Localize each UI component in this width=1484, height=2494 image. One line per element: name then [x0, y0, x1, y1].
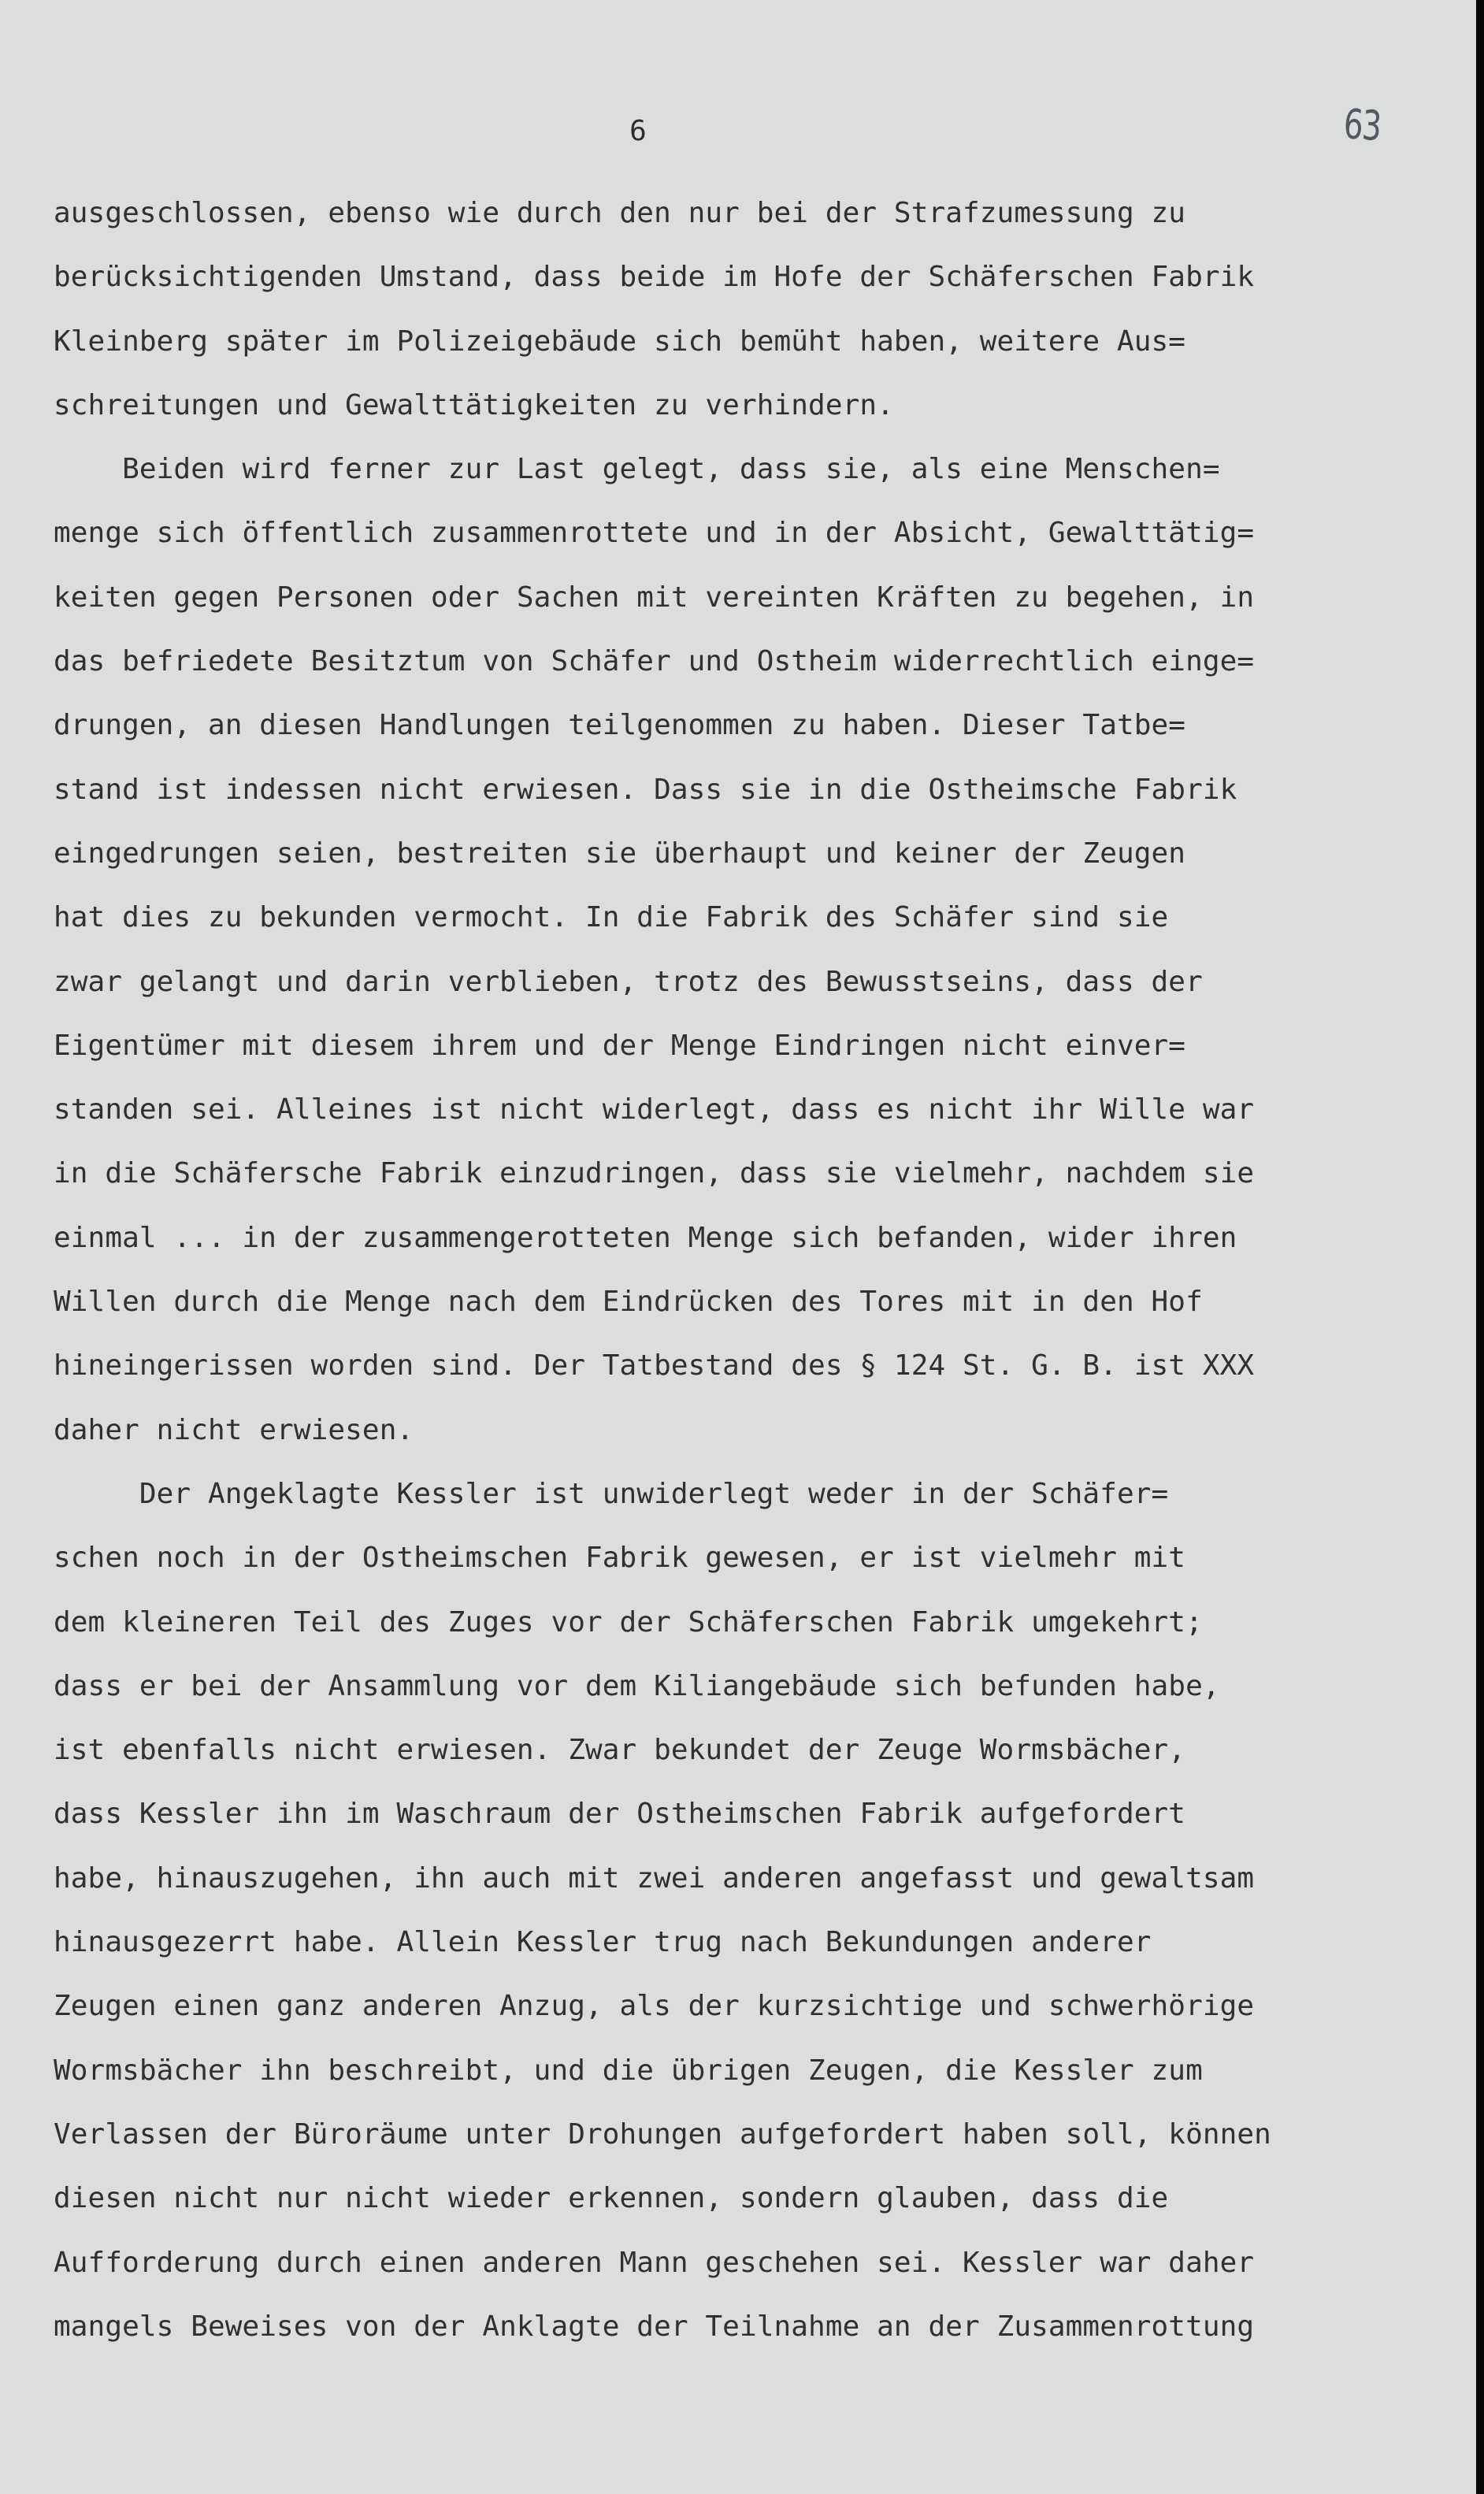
text-line: stand ist indessen nicht erwiesen. Dass sie in die Ostheimsche Fabrik [54, 773, 1237, 806]
text-line: hineingerissen worden sind. Der Tatbestand des § 124 St. G. B. ist XXX [54, 1349, 1255, 1382]
text-line: Kleinberg später im Polizeigebäude sich bemüht haben, weitere Aus= [54, 325, 1186, 358]
text-line: Zeugen einen ganz anderen Anzug, als der kurzsichtige und schwerhörige [54, 1990, 1255, 2023]
page-number: 6 [629, 115, 647, 147]
text-line: schreitungen und Gewalttätigkeiten zu verhindern. [54, 388, 894, 421]
text-line: einmal ... in der zusammengerotteten Menge sich befanden, wider ihren [54, 1221, 1237, 1254]
text-line: ist ebenfalls nicht erwiesen. Zwar bekundet der Zeuge Wormsbächer, [54, 1734, 1186, 1767]
text-line: Willen durch die Menge nach dem Eindrücken des Tores mit in den Hof [54, 1286, 1203, 1319]
text-line: in die Schäfersche Fabrik einzudringen, dass sie vielmehr, nachdem sie [54, 1157, 1255, 1190]
text-line: Wormsbächer ihn beschreibt, und die übrigen Zeugen, die Kessler zum [54, 2054, 1203, 2087]
text-line: dass er bei der Ansammlung vor dem Kiliangebäude sich befunden habe, [54, 1669, 1220, 1702]
body-text [54, 181, 1484, 2359]
text-line: ausgeschlossen, ebenso wie durch den nur bei der Strafzumessung zu [54, 197, 1186, 229]
text-line: schen noch in der Ostheimschen Fabrik gewesen, er ist vielmehr mit [54, 1542, 1186, 1575]
handwritten-archive-number: 63 [1341, 101, 1382, 151]
text-line: Verlassen der Büroräume unter Drohungen aufgefordert haben soll, können [54, 2117, 1271, 2151]
text-line: standen sei. Alleines ist nicht widerlegt, dass es nicht ihr Wille war [54, 1093, 1255, 1126]
text-line: das befriedete Besitztum von Schäfer und Ostheim widerrechtlich einge= [54, 645, 1255, 678]
text-line: berücksichtigenden Umstand, dass beide im Hofe der Schäferschen Fabrik [54, 261, 1255, 294]
text-line: Eigentümer mit diesem ihrem und der Menge Eindringen nicht einver= [54, 1029, 1186, 1062]
text-line: dem kleineren Teil des Zuges vor der Schäferschen Fabrik umgekehrt; [54, 1605, 1203, 1639]
text-line: hat dies zu bekunden vermocht. In die Fabrik des Schäfer sind sie [54, 901, 1169, 934]
text-line: hinausgezerrt habe. Allein Kessler trug nach Bekundungen anderer [54, 1926, 1152, 1959]
text-line: Beiden wird ferner zur Last gelegt, dass sie, als eine Menschen= [54, 453, 1220, 486]
text-line: habe, hinauszugehen, ihn auch mit zwei anderen angefasst und gewaltsam [54, 1861, 1255, 1895]
text-line: diesen nicht nur nicht wieder erkennen, sondern glauben, dass die [54, 2182, 1169, 2215]
text-line: zwar gelangt und darin verblieben, trotz des Bewusstseins, dass der [54, 965, 1203, 998]
text-line: Der Angeklagte Kessler ist unwiderlegt weder in der Schäfer= [54, 1477, 1169, 1510]
text-line: dass Kessler ihn im Waschraum der Ostheimschen Fabrik aufgefordert [54, 1798, 1186, 1831]
text-line: daher nicht erwiesen. [54, 1413, 414, 1446]
text-line: drungen, an diesen Handlungen teilgenommen zu haben. Dieser Tatbe= [54, 709, 1186, 742]
text-line: keiten gegen Personen oder Sachen mit vereinten Kräften zu begehen, in [54, 581, 1255, 614]
text-line: menge sich öffentlich zusammenrottete und in der Absicht, Gewalttätig= [54, 517, 1255, 550]
text-line: eingedrungen seien, bestreiten sie überhaupt und keiner der Zeugen [54, 837, 1186, 870]
text-line: Aufforderung durch einen anderen Mann geschehen sei. Kessler war daher [54, 2246, 1255, 2279]
text-line: mangels Beweises von der Anklagte der Teilnahme an der Zusammenrottung [54, 2310, 1255, 2343]
